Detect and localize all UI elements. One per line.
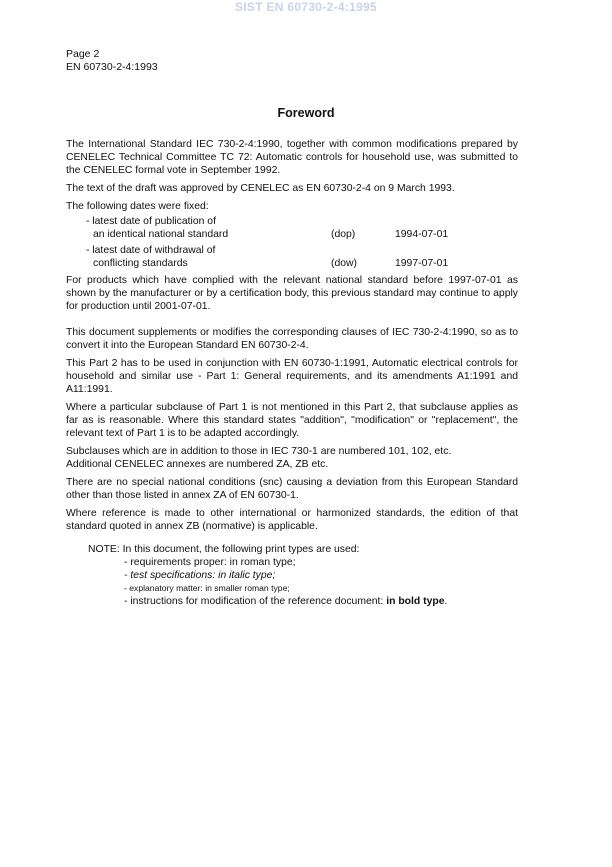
paragraph: This document supplements or modifies the corresponding clauses of IEC 730-2-4:1990, so as to convert it into the European Standard EN 60730-2-4. (66, 327, 518, 351)
note-block (88, 543, 518, 608)
page-number: Page 2 (66, 48, 100, 60)
note-item-roman: - requirements proper: in roman type; (124, 557, 296, 568)
watermark: SIST EN 60730-2-4:1995 (234, 0, 377, 14)
date-entry-label: - latest date of withdrawal of (86, 245, 216, 256)
paragraph: There are no special national conditions (snc) causing a deviation from this European Standard other than those listed in annex ZA of EN 60730-1. (66, 477, 518, 501)
page-header (66, 48, 158, 74)
date-entry-date: 1994-07-01 (395, 229, 449, 240)
paragraph: This Part 2 has to be used in conjunction with EN 60730-1:1991, Automatic electrical controls for household and similar use - Part 1: General requirements, and its amendments A1:1991 and A11:1991. (66, 358, 518, 395)
date-entry (86, 215, 518, 241)
page-title: Foreword (277, 106, 335, 120)
date-entry-label: an identical national standard (93, 229, 229, 240)
note-list (124, 556, 518, 608)
paragraph: Additional CENELEC annexes are numbered ZA, ZB etc. (66, 459, 329, 470)
note-item-bold-suffix: . (444, 596, 448, 607)
dates-list (86, 215, 518, 270)
paragraph: The International Standard IEC 730-2-4:1990, together with common modifications prepared by CENELEC Technical Committee TC 72: Automatic controls for household use, was submitted to the CENELEC formal vote in September 1992. (66, 139, 518, 176)
paragraph: Subclauses which are in addition to those in IEC 730-1 are numbered 101, 102, etc. (66, 446, 452, 457)
date-entry-date: 1997-07-01 (395, 258, 449, 269)
standard-reference: EN 60730-2-4:1993 (66, 61, 158, 73)
paragraph: The following dates were fixed: (66, 201, 209, 212)
paragraph: Where reference is made to other international or harmonized standards, the edition of that standard quoted in annex ZB (normative) is applicable. (66, 508, 518, 532)
date-entry-abbr: (dop) (331, 229, 356, 240)
date-entry (86, 244, 518, 270)
note-item-bold (124, 595, 518, 608)
date-entry-label: - latest date of publication of (86, 216, 216, 227)
paragraph: For products which have complied with the relevant national standard before 1997-07-01 as shown by the manufacturer or by a certification body, this previous standard may continue to apply for production until 2001-07-01. (66, 275, 518, 312)
paragraph: Where a particular subclause of Part 1 is not mentioned in this Part 2, that subclause applies as far as is reasonable. Where this standard states "addition", "modification" or "replacement", the relevant text of Part 1 is to be adapted accordingly. (66, 402, 518, 439)
date-entry-label: conflicting standards (93, 258, 188, 269)
note-intro: NOTE: In this document, the following print types are used: (88, 544, 360, 555)
foreword-body (66, 138, 518, 608)
note-item-italic: - test specifications: in italic type; (124, 570, 276, 581)
note-item-small: - explanatory matter: in smaller roman type; (124, 583, 290, 593)
note-item-bold-text: in bold type (386, 596, 445, 607)
note-item-bold-prefix: - instructions for modification of the reference document: (124, 596, 387, 607)
paragraph: The text of the draft was approved by CENELEC as EN 60730-2-4 on 9 March 1993. (66, 183, 455, 194)
date-entry-abbr: (dow) (331, 258, 357, 269)
